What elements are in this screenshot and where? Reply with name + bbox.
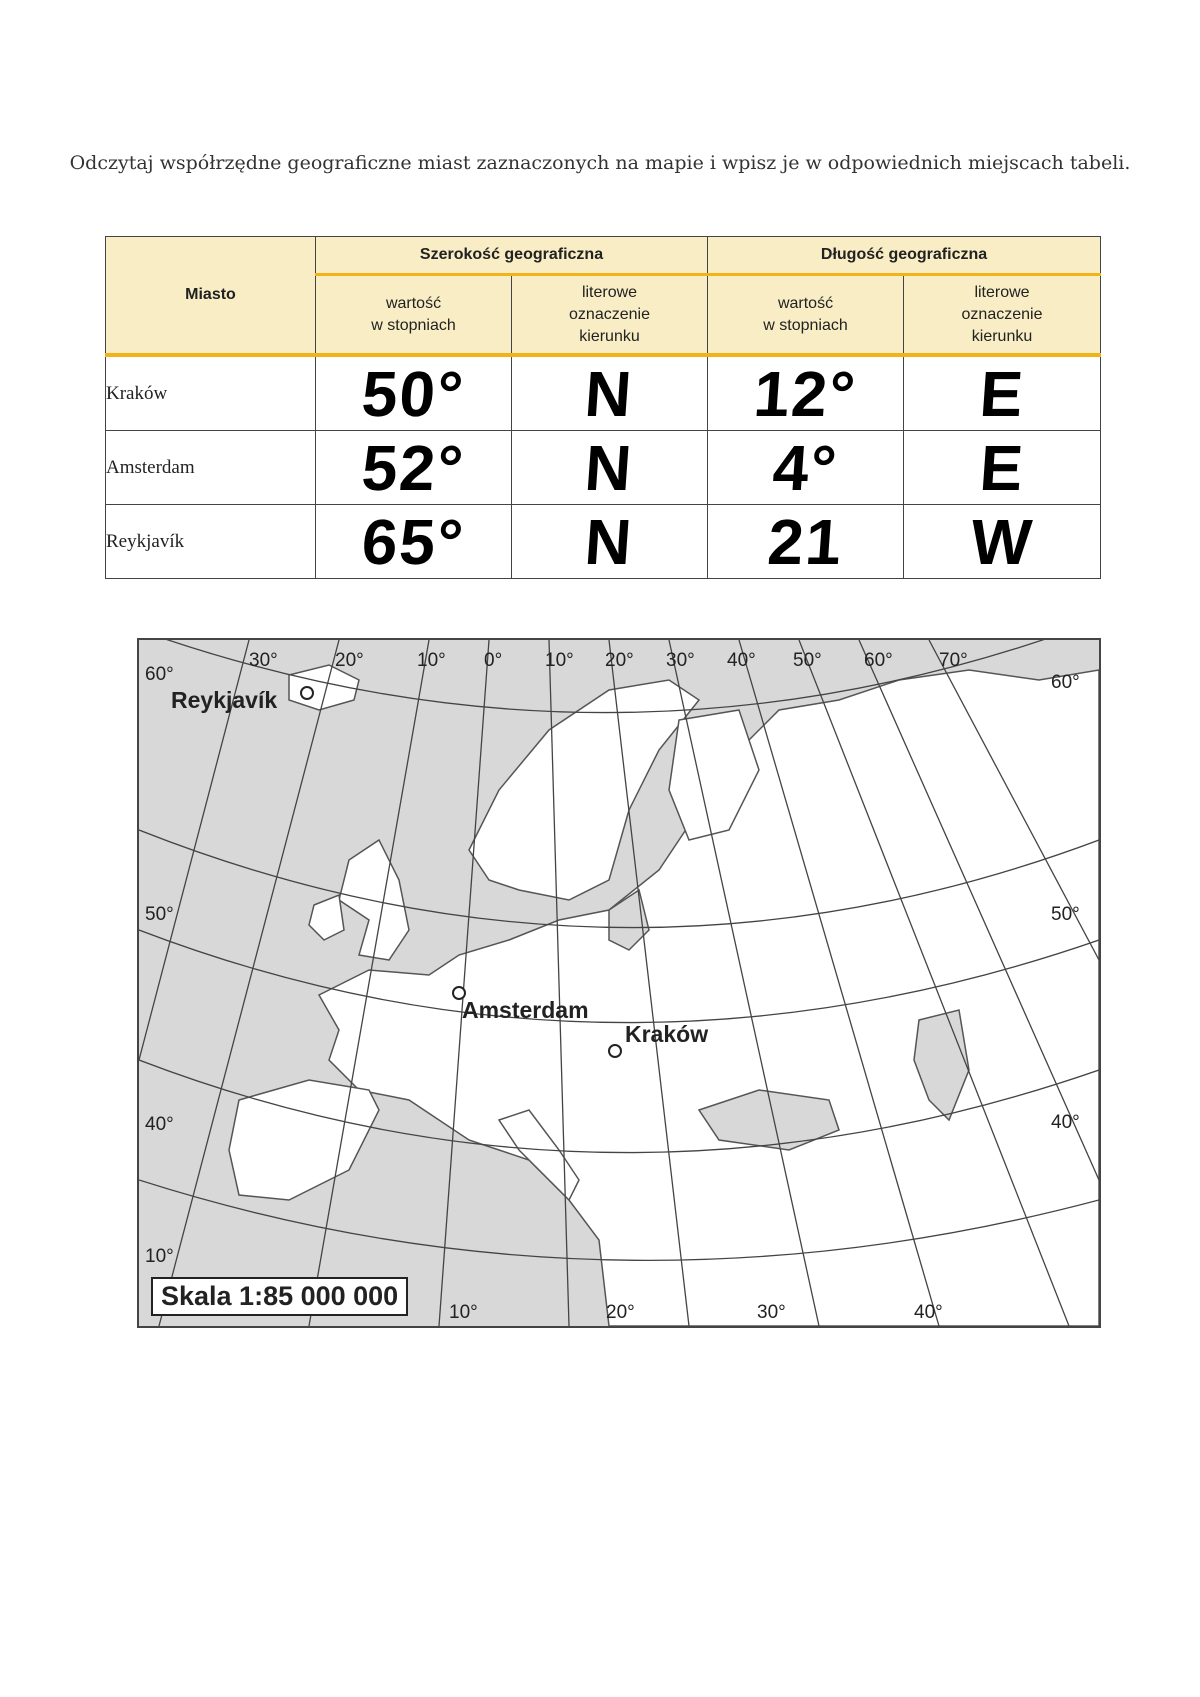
handwritten-answer: N bbox=[582, 431, 637, 504]
lat-value-cell[interactable] bbox=[316, 355, 512, 431]
amsterdam-label: Amsterdam bbox=[462, 997, 589, 1023]
lon-dir-cell[interactable] bbox=[904, 505, 1101, 579]
header-lat-letter bbox=[512, 275, 708, 356]
handwritten-answer: 52° bbox=[359, 431, 468, 504]
handwritten-answer: W bbox=[968, 505, 1036, 578]
krakow-label: Kraków bbox=[625, 1021, 709, 1047]
lon-label: 20° bbox=[335, 650, 364, 671]
map-graphic bbox=[139, 640, 1099, 1326]
lon-label: 70° bbox=[939, 650, 968, 671]
header-letter-line3: kierunku bbox=[971, 327, 1033, 345]
handwritten-answer: 50° bbox=[359, 357, 468, 430]
header-value-line1: wartość bbox=[777, 294, 834, 312]
lat-label: 60° bbox=[145, 664, 174, 685]
lon-label: 40° bbox=[727, 650, 756, 671]
lon-value-cell[interactable] bbox=[708, 431, 904, 505]
lon-label: 50° bbox=[793, 650, 822, 671]
lat-dir-cell[interactable] bbox=[512, 505, 708, 579]
header-lon-value bbox=[708, 275, 904, 356]
reykjavik-marker[interactable] bbox=[301, 687, 313, 699]
handwritten-answer: E bbox=[977, 357, 1027, 430]
lon-label: 30° bbox=[666, 650, 695, 671]
map-scale: Skala 1:85 000 000 bbox=[151, 1277, 408, 1316]
lat-label: 60° bbox=[1051, 672, 1080, 693]
handwritten-answer: 4° bbox=[770, 431, 841, 504]
header-letter-line2: oznaczenie bbox=[569, 305, 650, 323]
header-letter-line1: literowe bbox=[581, 283, 638, 301]
city-cell: Kraków bbox=[106, 355, 316, 431]
table-row bbox=[106, 431, 1101, 505]
lat-dir-cell[interactable] bbox=[512, 431, 708, 505]
header-value-line2: w stopniach bbox=[371, 316, 456, 334]
city-cell: Reykjavík bbox=[106, 505, 316, 579]
lon-dir-cell[interactable] bbox=[904, 431, 1101, 505]
europe-map bbox=[137, 638, 1101, 1328]
header-lat-value bbox=[316, 275, 512, 356]
handwritten-answer: 12° bbox=[751, 357, 860, 430]
handwritten-answer: N bbox=[582, 357, 637, 430]
lon-label: 0° bbox=[484, 650, 503, 671]
lon-label: 20° bbox=[605, 650, 634, 671]
handwritten-answer: 65° bbox=[359, 505, 468, 578]
reykjavik-label: Reykjavík bbox=[171, 687, 278, 713]
table-row bbox=[106, 505, 1101, 579]
handwritten-answer: N bbox=[582, 505, 637, 578]
lon-value-cell[interactable] bbox=[708, 505, 904, 579]
lat-label: 50° bbox=[1051, 904, 1080, 925]
lon-label: 20° bbox=[606, 1302, 635, 1323]
header-lon-letter bbox=[904, 275, 1101, 356]
header-value-line2: w stopniach bbox=[763, 316, 848, 334]
handwritten-answer: E bbox=[977, 431, 1027, 504]
lon-label: 30° bbox=[249, 650, 278, 671]
header-longitude: Długość geograficzna bbox=[708, 237, 1101, 275]
coordinates-table bbox=[105, 236, 1101, 579]
lat-label: 10° bbox=[145, 1246, 174, 1267]
header-letter-line1: literowe bbox=[974, 283, 1030, 301]
header-letter-line3: kierunku bbox=[579, 327, 640, 345]
header-letter-line2: oznaczenie bbox=[961, 305, 1043, 323]
lon-label: 40° bbox=[914, 1302, 943, 1323]
lat-label: 40° bbox=[1051, 1112, 1080, 1133]
city-cell: Amsterdam bbox=[106, 431, 316, 505]
instruction-text: Odczytaj współrzędne geograficzne miast zaznaczonych na mapie i wpisz je w odpowiednich miejscach tabeli. bbox=[69, 152, 1131, 174]
header-value-line1: wartość bbox=[385, 294, 442, 312]
lon-label: 30° bbox=[757, 1302, 786, 1323]
lat-value-cell[interactable] bbox=[316, 505, 512, 579]
lat-value-cell[interactable] bbox=[316, 431, 512, 505]
table-row bbox=[106, 355, 1101, 431]
lon-label: 10° bbox=[545, 650, 574, 671]
lon-label: 10° bbox=[417, 650, 446, 671]
krakow-marker[interactable] bbox=[609, 1045, 621, 1057]
lon-label: 60° bbox=[864, 650, 893, 671]
header-city: Miasto bbox=[106, 237, 316, 356]
handwritten-answer: 21 bbox=[765, 505, 846, 578]
lat-label: 40° bbox=[145, 1114, 174, 1135]
lon-value-cell[interactable] bbox=[708, 355, 904, 431]
header-latitude: Szerokość geograficzna bbox=[316, 237, 708, 275]
lon-label: 10° bbox=[449, 1302, 478, 1323]
lat-dir-cell[interactable] bbox=[512, 355, 708, 431]
lat-label: 50° bbox=[145, 904, 174, 925]
lon-dir-cell[interactable] bbox=[904, 355, 1101, 431]
